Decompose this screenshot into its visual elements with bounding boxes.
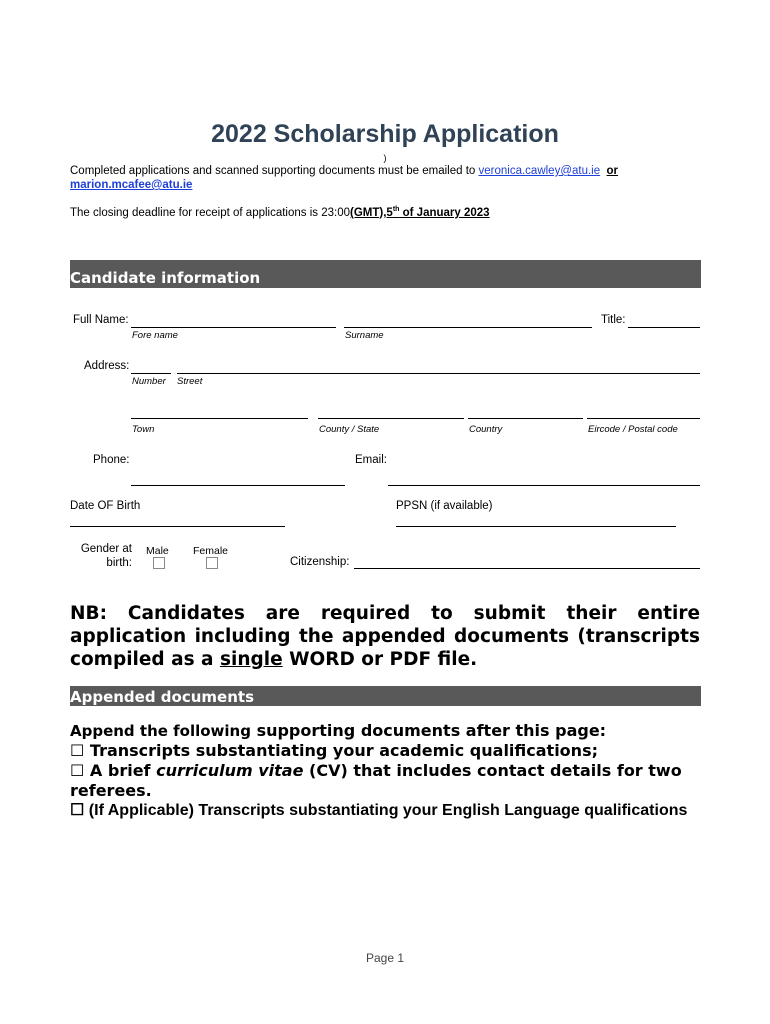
citizenship-field[interactable]	[354, 568, 700, 569]
address-label: Address:	[84, 360, 130, 372]
section-header-candidate: Candidate information	[70, 260, 701, 288]
address-street-field[interactable]	[177, 373, 700, 374]
append-intro: Append the following supporting documents after this page:	[70, 721, 607, 740]
nb-notice: NB: Candidates are required to submit their entire application including the appended documents (transcripts compiled as a single WORD or PDF file.	[70, 603, 700, 670]
county-field[interactable]	[318, 418, 464, 419]
number-hint: Number	[132, 376, 166, 387]
citizenship-label: Citizenship:	[290, 556, 350, 568]
forename-hint: Fore name	[132, 330, 178, 341]
page-number: Page 1	[365, 951, 405, 965]
country-field[interactable]	[468, 418, 583, 419]
eircode-field[interactable]	[587, 418, 700, 419]
intro-paragraph	[70, 164, 702, 192]
append-item-transcripts[interactable]: ☐ Transcripts substantiating your academic qualifications;	[70, 741, 598, 760]
phone-label: Phone:	[93, 454, 130, 466]
ppsn-field[interactable]	[396, 526, 676, 527]
intro-text: Completed applications and scanned supporting documents must be emailed to	[70, 165, 476, 177]
intro-or: or	[606, 165, 619, 177]
title-label: Title:	[601, 314, 626, 326]
male-label: Male	[146, 545, 169, 557]
stray-parenthesis: )	[383, 153, 387, 163]
email-label: Email:	[355, 454, 387, 466]
surname-field[interactable]	[344, 327, 592, 328]
female-label: Female	[193, 545, 229, 557]
deadline-text	[70, 206, 490, 219]
forename-field[interactable]	[131, 327, 336, 328]
append-instructions	[70, 721, 702, 821]
ppsn-label: PPSN (if available)	[396, 500, 493, 512]
full-name-label: Full Name:	[73, 314, 129, 326]
page-title: 2022 Scholarship Application	[211, 120, 559, 148]
female-checkbox[interactable]	[206, 557, 218, 569]
append-item-english[interactable]: ☐ (If Applicable) Transcripts substantiating your English Language qualifications	[70, 802, 688, 819]
street-hint: Street	[177, 376, 203, 387]
dob-label: Date OF Birth	[70, 500, 141, 512]
town-field[interactable]	[131, 418, 308, 419]
append-item-cv[interactable]: ☐ A brief curriculum vitae (CV) that includes contact details for two referees.	[70, 761, 682, 800]
dob-field[interactable]	[70, 526, 285, 527]
address-number-field[interactable]	[131, 373, 171, 374]
email-field[interactable]	[388, 485, 700, 486]
town-hint: Town	[132, 424, 155, 435]
county-hint: County / State	[319, 424, 380, 435]
phone-field[interactable]	[131, 485, 345, 486]
eircode-hint: Eircode / Postal code	[588, 424, 678, 435]
email-link-veronica[interactable]: veronica.cawley@atu.ie	[478, 165, 601, 177]
deadline-time: (GMT),5th of January 2023	[350, 206, 490, 219]
gender-label: Gender at birth:	[80, 543, 132, 569]
title-field[interactable]	[628, 327, 700, 328]
email-link-marion[interactable]: marion.mcafee@atu.ie	[70, 179, 193, 191]
surname-hint: Surname	[345, 330, 384, 341]
deadline-prefix: The closing deadline for receipt of applications is 23:00	[70, 206, 351, 219]
country-hint: Country	[469, 424, 503, 435]
male-checkbox[interactable]	[153, 557, 165, 569]
section-header-appended: Appended documents	[70, 686, 701, 706]
